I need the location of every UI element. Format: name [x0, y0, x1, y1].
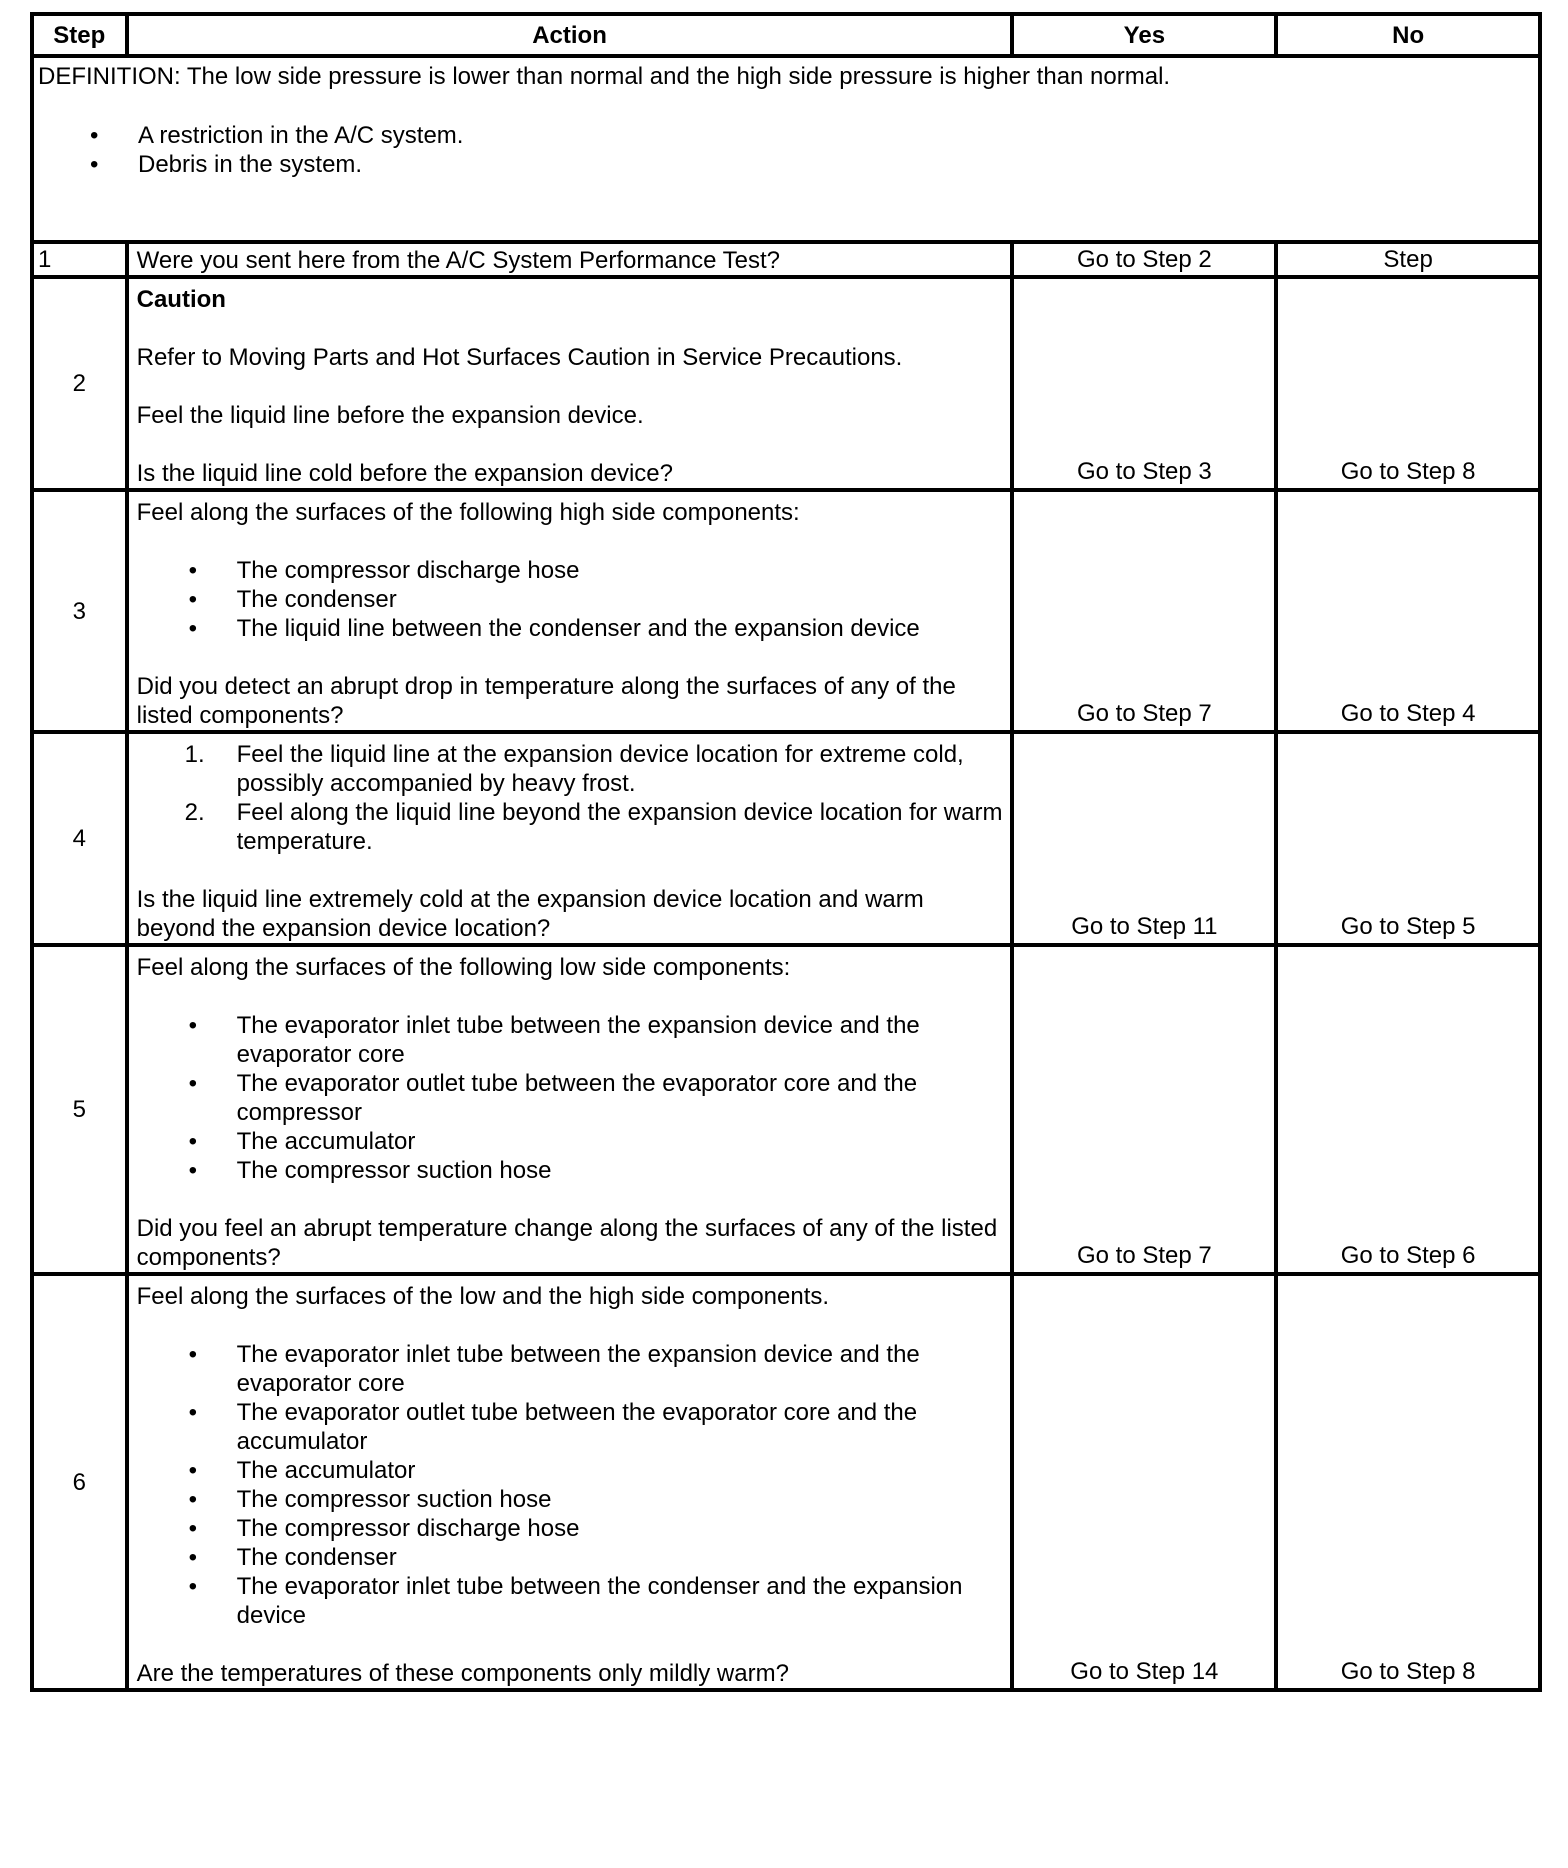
list-item: • The evaporator inlet tube between the expansion device and the evaporator core	[237, 1340, 1003, 1398]
list-item: • The evaporator outlet tube between the evaporator core and the accumulator	[237, 1398, 1003, 1456]
definition-bullets	[38, 121, 1538, 179]
step-number: 5	[32, 945, 127, 1274]
question-text: Is the liquid line cold before the expansion device?	[136, 460, 673, 487]
list-item: • The compressor discharge hose	[237, 556, 1003, 585]
list-item: • The liquid line between the condenser and the expansion device	[237, 614, 1003, 643]
no-result: Go to Step 5	[1276, 732, 1540, 945]
definition-cell	[32, 56, 1540, 242]
question-text: Did you feel an abrupt temperature change along the surfaces of any of the listed components?	[136, 1215, 998, 1271]
list-item: Feel the liquid line at the expansion device location for extreme cold, possibly accompanied by heavy frost.	[236, 741, 964, 797]
no-result: Step	[1276, 242, 1540, 277]
component-list	[137, 1340, 1003, 1630]
list-item: • The condenser	[237, 585, 1003, 614]
list-item: • The compressor suction hose	[237, 1156, 1003, 1185]
definition-row	[32, 56, 1540, 242]
question-text: Is the liquid line extremely cold at the expansion device location and warm beyond the expansion device location?	[136, 886, 924, 942]
table-row	[32, 277, 1540, 490]
list-item: • Debris in the system.	[138, 150, 1538, 179]
header-action: Action	[127, 14, 1013, 56]
list-item: Feel along the liquid line beyond the expansion device location for warm temperature.	[236, 799, 1003, 855]
table-row	[32, 732, 1540, 945]
component-list	[137, 556, 1003, 643]
yes-result: Go to Step 7	[1012, 490, 1276, 732]
table-row	[32, 242, 1540, 277]
step-number: 4	[32, 732, 127, 945]
no-result: Go to Step 8	[1276, 277, 1540, 490]
list-item: • The condenser	[237, 1543, 1003, 1572]
no-result: Go to Step 8	[1276, 1274, 1540, 1690]
header-no: No	[1276, 14, 1540, 56]
definition-text: DEFINITION: The low side pressure is lower than normal and the high side pressure is higher than normal.	[38, 63, 1171, 90]
yes-result: Go to Step 14	[1012, 1274, 1276, 1690]
yes-result: Go to Step 3	[1012, 277, 1276, 490]
list-item: • A restriction in the A/C system.	[138, 121, 1538, 150]
action-cell	[127, 277, 1013, 490]
step-number: 6	[32, 1274, 127, 1690]
yes-result: Go to Step 11	[1012, 732, 1276, 945]
list-item: • The accumulator	[237, 1127, 1003, 1156]
no-result: Go to Step 6	[1276, 945, 1540, 1274]
list-item: • The accumulator	[237, 1456, 1003, 1485]
table-row	[32, 1274, 1540, 1690]
list-item: • The evaporator outlet tube between the evaporator core and the compressor	[237, 1069, 1003, 1127]
header-row	[32, 14, 1540, 56]
action-cell	[127, 945, 1013, 1274]
list-item: • The evaporator inlet tube between the condenser and the expansion device	[237, 1572, 1003, 1630]
header-yes: Yes	[1012, 14, 1276, 56]
action-cell	[127, 732, 1013, 945]
table-row	[32, 490, 1540, 732]
action-text: Feel along the surfaces of the low and the high side components.	[136, 1283, 830, 1310]
table-row	[32, 945, 1540, 1274]
caution-label: Caution	[136, 286, 226, 313]
list-item: • The compressor discharge hose	[237, 1514, 1003, 1543]
question-text: Did you detect an abrupt drop in temperature along the surfaces of any of the listed components?	[136, 673, 956, 729]
action-text: Refer to Moving Parts and Hot Surfaces Caution in Service Precautions.	[136, 344, 903, 371]
question-text: Are the temperatures of these components only mildly warm?	[136, 1660, 789, 1687]
action-cell	[127, 1274, 1013, 1690]
diagnostic-table	[30, 12, 1542, 1692]
yes-result: Go to Step 7	[1012, 945, 1276, 1274]
action-text: Were you sent here from the A/C System Performance Test?	[127, 242, 1013, 277]
step-number: 1	[32, 242, 127, 277]
header-step: Step	[32, 14, 127, 56]
step-number: 3	[32, 490, 127, 732]
procedure-list	[137, 740, 1003, 856]
no-result: Go to Step 4	[1276, 490, 1540, 732]
action-text: Feel the liquid line before the expansion device.	[136, 402, 644, 429]
step-number: 2	[32, 277, 127, 490]
yes-result: Go to Step 2	[1012, 242, 1276, 277]
action-cell	[127, 490, 1013, 732]
component-list	[137, 1011, 1003, 1185]
list-item: • The compressor suction hose	[237, 1485, 1003, 1514]
list-item: • The evaporator inlet tube between the expansion device and the evaporator core	[237, 1011, 1003, 1069]
action-text: Feel along the surfaces of the following high side components:	[136, 499, 800, 526]
action-text: Feel along the surfaces of the following low side components:	[136, 954, 791, 981]
